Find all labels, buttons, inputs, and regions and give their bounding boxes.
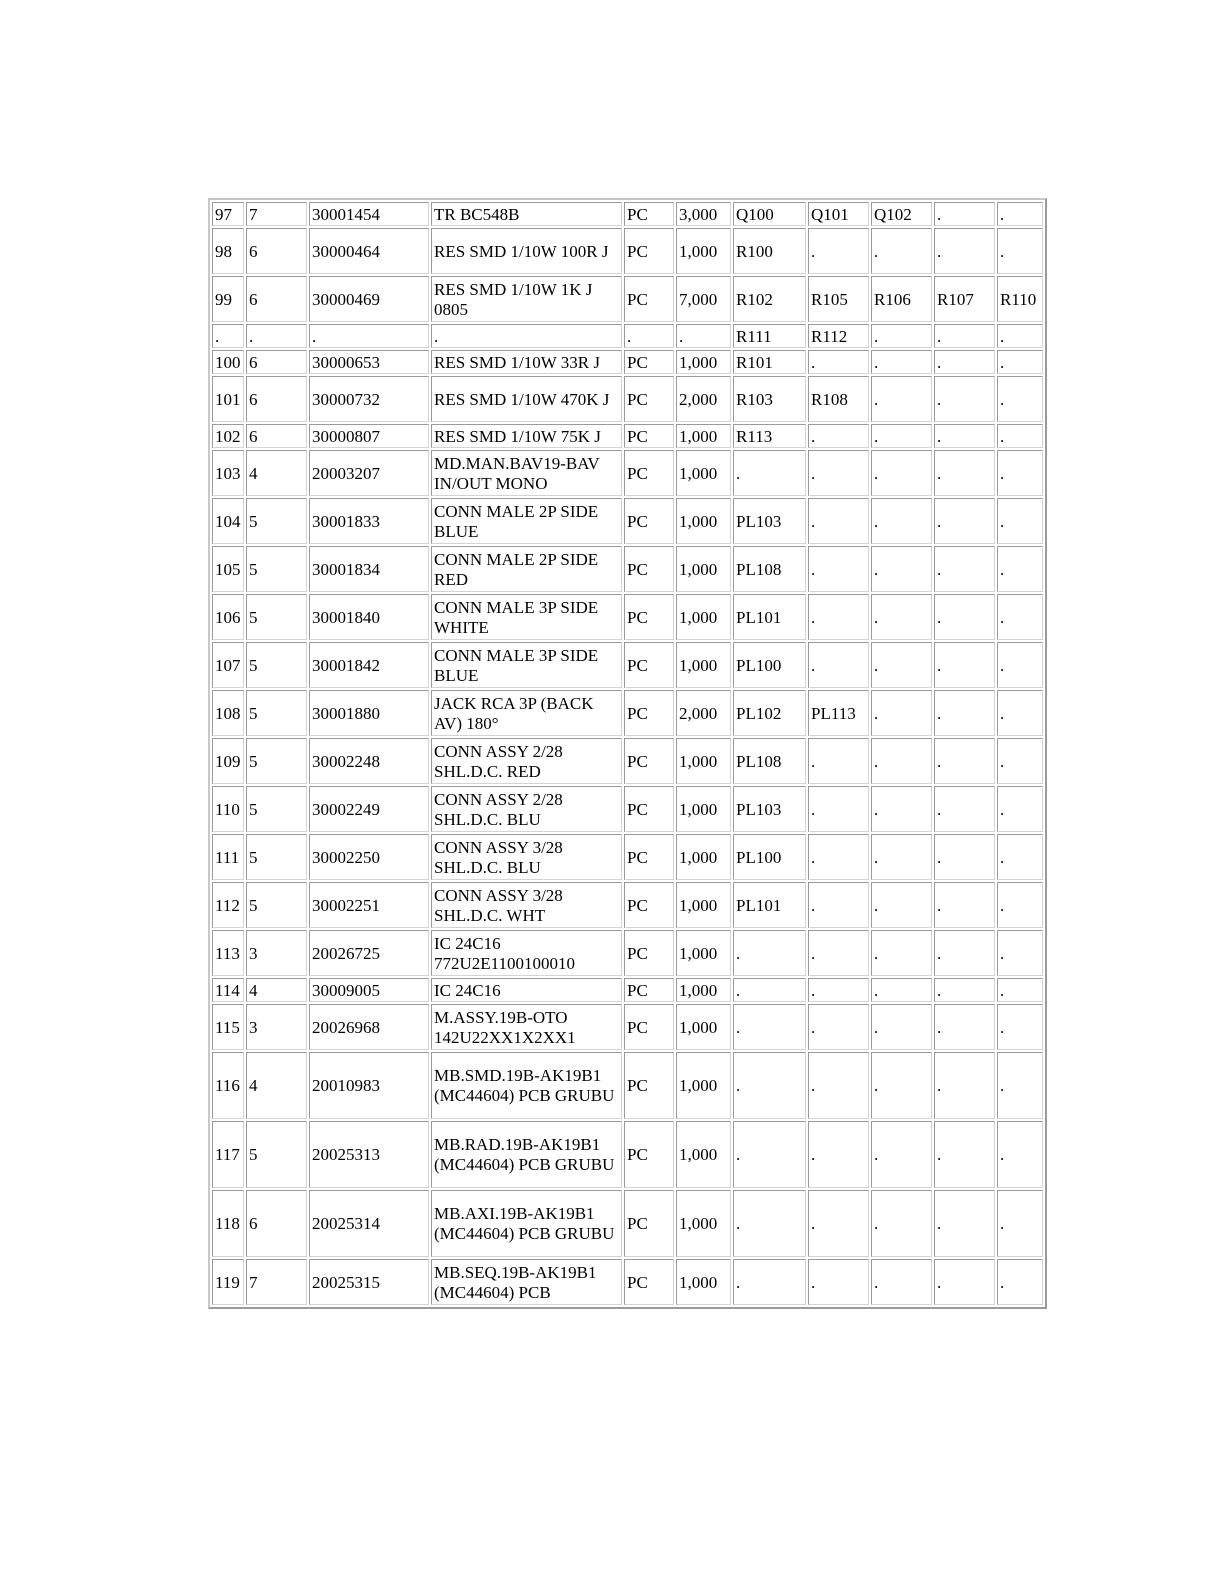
- reference-cell: .: [871, 546, 932, 592]
- table-row: [212, 1259, 1043, 1305]
- description-cell: M.ASSY.19B-OTO 142U22XX1X2XX1: [431, 1004, 622, 1050]
- reference-cell: PL101: [733, 594, 806, 640]
- reference-cell: .: [808, 594, 869, 640]
- reference-cell: .: [733, 930, 806, 976]
- reference-cell: PL100: [733, 834, 806, 880]
- reference-cell: R110: [997, 276, 1043, 322]
- reference-cell: .: [934, 978, 995, 1002]
- reference-cell: .: [733, 1259, 806, 1305]
- reference-cell: .: [997, 350, 1043, 374]
- description-cell: CONN ASSY 3/28 SHL.D.C. WHT: [431, 882, 622, 928]
- reference-cell: R105: [808, 276, 869, 322]
- reference-cell: .: [934, 498, 995, 544]
- table-row: [212, 424, 1043, 448]
- reference-cell: Q101: [808, 202, 869, 226]
- description-cell: RES SMD 1/10W 470K J: [431, 376, 622, 422]
- reference-cell: .: [997, 1121, 1043, 1188]
- quantity-cell: 1,000: [676, 1259, 731, 1305]
- item-no-cell: 107: [212, 642, 244, 688]
- table-row: [212, 350, 1043, 374]
- level-cell: 7: [246, 1259, 307, 1305]
- item-no-cell: 112: [212, 882, 244, 928]
- description-cell: TR BC548B: [431, 202, 622, 226]
- item-no-cell: 97: [212, 202, 244, 226]
- reference-cell: Q100: [733, 202, 806, 226]
- unit-cell: PC: [624, 1190, 674, 1257]
- reference-cell: .: [997, 690, 1043, 736]
- description-cell: RES SMD 1/10W 75K J: [431, 424, 622, 448]
- item-no-cell: 119: [212, 1259, 244, 1305]
- reference-cell: PL100: [733, 642, 806, 688]
- quantity-cell: 7,000: [676, 276, 731, 322]
- reference-cell: .: [934, 424, 995, 448]
- item-no-cell: 115: [212, 1004, 244, 1050]
- reference-cell: .: [808, 978, 869, 1002]
- reference-cell: .: [934, 882, 995, 928]
- description-cell: CONN MALE 3P SIDE WHITE: [431, 594, 622, 640]
- table-row: [212, 786, 1043, 832]
- table-row: [212, 594, 1043, 640]
- reference-cell: .: [997, 1190, 1043, 1257]
- unit-cell: PC: [624, 546, 674, 592]
- item-no-cell: 113: [212, 930, 244, 976]
- part-number-cell: 20026968: [309, 1004, 429, 1050]
- reference-cell: .: [997, 376, 1043, 422]
- part-number-cell: 30009005: [309, 978, 429, 1002]
- part-number-cell: 30001840: [309, 594, 429, 640]
- description-cell: CONN ASSY 3/28 SHL.D.C. BLU: [431, 834, 622, 880]
- quantity-cell: 1,000: [676, 1190, 731, 1257]
- reference-cell: .: [808, 930, 869, 976]
- reference-cell: PL103: [733, 786, 806, 832]
- level-cell: 5: [246, 882, 307, 928]
- reference-cell: R112: [808, 324, 869, 348]
- table-row: [212, 1121, 1043, 1188]
- reference-cell: .: [934, 350, 995, 374]
- reference-cell: .: [808, 1052, 869, 1119]
- part-number-cell: 20010983: [309, 1052, 429, 1119]
- quantity-cell: 1,000: [676, 882, 731, 928]
- level-cell: 4: [246, 978, 307, 1002]
- reference-cell: .: [934, 930, 995, 976]
- reference-cell: .: [871, 594, 932, 640]
- table-row: [212, 228, 1043, 274]
- quantity-cell: 1,000: [676, 546, 731, 592]
- reference-cell: .: [808, 882, 869, 928]
- unit-cell: PC: [624, 424, 674, 448]
- level-cell: 5: [246, 642, 307, 688]
- reference-cell: .: [934, 1004, 995, 1050]
- item-no-cell: 116: [212, 1052, 244, 1119]
- reference-cell: .: [934, 1052, 995, 1119]
- unit-cell: PC: [624, 202, 674, 226]
- reference-cell: .: [997, 1052, 1043, 1119]
- part-number-cell: 30002251: [309, 882, 429, 928]
- item-no-cell: 100: [212, 350, 244, 374]
- reference-cell: .: [934, 1190, 995, 1257]
- level-cell: 5: [246, 498, 307, 544]
- item-no-cell: 98: [212, 228, 244, 274]
- reference-cell: .: [871, 1121, 932, 1188]
- level-cell: 5: [246, 738, 307, 784]
- reference-cell: .: [997, 324, 1043, 348]
- description-cell: CONN MALE 2P SIDE RED: [431, 546, 622, 592]
- reference-cell: .: [733, 1121, 806, 1188]
- description-cell: CONN MALE 3P SIDE BLUE: [431, 642, 622, 688]
- reference-cell: .: [808, 424, 869, 448]
- reference-cell: .: [871, 450, 932, 496]
- reference-cell: .: [934, 1259, 995, 1305]
- description-cell: RES SMD 1/10W 100R J: [431, 228, 622, 274]
- table-row: [212, 738, 1043, 784]
- reference-cell: .: [871, 738, 932, 784]
- item-no-cell: 117: [212, 1121, 244, 1188]
- reference-cell: .: [934, 690, 995, 736]
- quantity-cell: 1,000: [676, 1121, 731, 1188]
- reference-cell: R107: [934, 276, 995, 322]
- reference-cell: .: [934, 1121, 995, 1188]
- quantity-cell: 1,000: [676, 228, 731, 274]
- reference-cell: .: [871, 690, 932, 736]
- reference-cell: .: [934, 594, 995, 640]
- level-cell: 5: [246, 546, 307, 592]
- unit-cell: PC: [624, 642, 674, 688]
- item-no-cell: 101: [212, 376, 244, 422]
- table-row: [212, 642, 1043, 688]
- part-number-cell: 30002250: [309, 834, 429, 880]
- part-number-cell: 30001833: [309, 498, 429, 544]
- quantity-cell: 3,000: [676, 202, 731, 226]
- table-row: [212, 978, 1043, 1002]
- quantity-cell: 1,000: [676, 498, 731, 544]
- quantity-cell: 2,000: [676, 376, 731, 422]
- part-number-cell: 30000732: [309, 376, 429, 422]
- quantity-cell: 1,000: [676, 738, 731, 784]
- part-number-cell: 30000464: [309, 228, 429, 274]
- reference-cell: .: [934, 324, 995, 348]
- part-number-cell: 30001880: [309, 690, 429, 736]
- level-cell: 6: [246, 1190, 307, 1257]
- item-no-cell: 99: [212, 276, 244, 322]
- unit-cell: PC: [624, 930, 674, 976]
- unit-cell: PC: [624, 978, 674, 1002]
- reference-cell: .: [808, 642, 869, 688]
- description-cell: CONN ASSY 2/28 SHL.D.C. BLU: [431, 786, 622, 832]
- unit-cell: PC: [624, 276, 674, 322]
- level-cell: 6: [246, 376, 307, 422]
- quantity-cell: 1,000: [676, 350, 731, 374]
- reference-cell: .: [871, 1259, 932, 1305]
- table-row: [212, 498, 1043, 544]
- reference-cell: .: [871, 786, 932, 832]
- part-number-cell: 30002249: [309, 786, 429, 832]
- item-no-cell: 109: [212, 738, 244, 784]
- reference-cell: PL108: [733, 738, 806, 784]
- part-number-cell: 30000807: [309, 424, 429, 448]
- reference-cell: .: [871, 324, 932, 348]
- unit-cell: PC: [624, 786, 674, 832]
- reference-cell: .: [808, 350, 869, 374]
- item-no-cell: 106: [212, 594, 244, 640]
- reference-cell: .: [997, 424, 1043, 448]
- level-cell: 5: [246, 834, 307, 880]
- reference-cell: .: [733, 1052, 806, 1119]
- unit-cell: PC: [624, 834, 674, 880]
- description-cell: CONN ASSY 2/28 SHL.D.C. RED: [431, 738, 622, 784]
- unit-cell: PC: [624, 594, 674, 640]
- quantity-cell: 1,000: [676, 424, 731, 448]
- level-cell: 7: [246, 202, 307, 226]
- reference-cell: .: [997, 594, 1043, 640]
- table-row: [212, 546, 1043, 592]
- quantity-cell: 1,000: [676, 450, 731, 496]
- reference-cell: .: [934, 228, 995, 274]
- item-no-cell: 111: [212, 834, 244, 880]
- description-cell: MB.SMD.19B-AK19B1 (MC44604) PCB GRUBU: [431, 1052, 622, 1119]
- unit-cell: PC: [624, 498, 674, 544]
- item-no-cell: 104: [212, 498, 244, 544]
- description-cell: MB.AXI.19B-AK19B1 (MC44604) PCB GRUBU: [431, 1190, 622, 1257]
- level-cell: 6: [246, 424, 307, 448]
- table-row: [212, 202, 1043, 226]
- bom-table: [208, 198, 1047, 1309]
- item-no-cell: .: [212, 324, 244, 348]
- reference-cell: .: [871, 350, 932, 374]
- reference-cell: .: [997, 1259, 1043, 1305]
- table-row: [212, 1052, 1043, 1119]
- level-cell: 5: [246, 594, 307, 640]
- table-row: [212, 930, 1043, 976]
- table-row: [212, 690, 1043, 736]
- reference-cell: .: [934, 786, 995, 832]
- reference-cell: .: [871, 498, 932, 544]
- reference-cell: .: [871, 1052, 932, 1119]
- quantity-cell: 1,000: [676, 930, 731, 976]
- reference-cell: .: [808, 450, 869, 496]
- reference-cell: .: [997, 228, 1043, 274]
- reference-cell: .: [997, 498, 1043, 544]
- reference-cell: .: [934, 450, 995, 496]
- reference-cell: .: [733, 450, 806, 496]
- table-row: [212, 834, 1043, 880]
- level-cell: 5: [246, 1121, 307, 1188]
- part-number-cell: 30001834: [309, 546, 429, 592]
- table-row: [212, 450, 1043, 496]
- level-cell: 6: [246, 276, 307, 322]
- reference-cell: .: [997, 834, 1043, 880]
- item-no-cell: 110: [212, 786, 244, 832]
- table-row: [212, 276, 1043, 322]
- reference-cell: .: [997, 450, 1043, 496]
- description-cell: IC 24C16 772U2E1100100010: [431, 930, 622, 976]
- quantity-cell: .: [676, 324, 731, 348]
- table-row: [212, 376, 1043, 422]
- reference-cell: .: [733, 1190, 806, 1257]
- part-number-cell: 30001454: [309, 202, 429, 226]
- reference-cell: .: [808, 786, 869, 832]
- reference-cell: .: [997, 738, 1043, 784]
- level-cell: 4: [246, 1052, 307, 1119]
- level-cell: .: [246, 324, 307, 348]
- description-cell: MB.RAD.19B-AK19B1 (MC44604) PCB GRUBU: [431, 1121, 622, 1188]
- description-cell: MB.SEQ.19B-AK19B1 (MC44604) PCB: [431, 1259, 622, 1305]
- description-cell: MD.MAN.BAV19-BAV IN/OUT MONO: [431, 450, 622, 496]
- description-cell: RES SMD 1/10W 1K J 0805: [431, 276, 622, 322]
- unit-cell: PC: [624, 1121, 674, 1188]
- part-number-cell: 20026725: [309, 930, 429, 976]
- reference-cell: R111: [733, 324, 806, 348]
- reference-cell: .: [808, 1259, 869, 1305]
- reference-cell: R106: [871, 276, 932, 322]
- reference-cell: .: [934, 202, 995, 226]
- reference-cell: PL108: [733, 546, 806, 592]
- unit-cell: PC: [624, 1259, 674, 1305]
- reference-cell: R102: [733, 276, 806, 322]
- part-number-cell: 20025314: [309, 1190, 429, 1257]
- part-number-cell: 30002248: [309, 738, 429, 784]
- level-cell: 5: [246, 786, 307, 832]
- reference-cell: PL102: [733, 690, 806, 736]
- reference-cell: .: [808, 834, 869, 880]
- unit-cell: PC: [624, 450, 674, 496]
- reference-cell: .: [808, 738, 869, 784]
- reference-cell: .: [997, 1004, 1043, 1050]
- reference-cell: .: [997, 642, 1043, 688]
- reference-cell: R100: [733, 228, 806, 274]
- reference-cell: .: [997, 978, 1043, 1002]
- level-cell: 6: [246, 228, 307, 274]
- quantity-cell: 1,000: [676, 978, 731, 1002]
- item-no-cell: 108: [212, 690, 244, 736]
- reference-cell: .: [871, 882, 932, 928]
- item-no-cell: 105: [212, 546, 244, 592]
- table-row: [212, 882, 1043, 928]
- reference-cell: .: [997, 930, 1043, 976]
- unit-cell: PC: [624, 376, 674, 422]
- item-no-cell: 102: [212, 424, 244, 448]
- reference-cell: .: [808, 498, 869, 544]
- reference-cell: PL101: [733, 882, 806, 928]
- reference-cell: .: [733, 978, 806, 1002]
- reference-cell: .: [871, 930, 932, 976]
- reference-cell: Q102: [871, 202, 932, 226]
- reference-cell: .: [934, 546, 995, 592]
- reference-cell: R101: [733, 350, 806, 374]
- reference-cell: .: [871, 376, 932, 422]
- reference-cell: .: [997, 786, 1043, 832]
- reference-cell: .: [934, 376, 995, 422]
- reference-cell: .: [997, 882, 1043, 928]
- reference-cell: .: [808, 1004, 869, 1050]
- part-number-cell: 20025315: [309, 1259, 429, 1305]
- reference-cell: .: [871, 834, 932, 880]
- unit-cell: PC: [624, 1052, 674, 1119]
- reference-cell: .: [871, 1190, 932, 1257]
- reference-cell: PL103: [733, 498, 806, 544]
- quantity-cell: 1,000: [676, 642, 731, 688]
- description-cell: IC 24C16: [431, 978, 622, 1002]
- reference-cell: .: [997, 546, 1043, 592]
- reference-cell: .: [808, 1121, 869, 1188]
- quantity-cell: 1,000: [676, 786, 731, 832]
- reference-cell: .: [997, 202, 1043, 226]
- reference-cell: .: [808, 546, 869, 592]
- reference-cell: R113: [733, 424, 806, 448]
- unit-cell: .: [624, 324, 674, 348]
- description-cell: .: [431, 324, 622, 348]
- item-no-cell: 118: [212, 1190, 244, 1257]
- part-number-cell: 30000653: [309, 350, 429, 374]
- reference-cell: .: [871, 228, 932, 274]
- reference-cell: .: [934, 834, 995, 880]
- table-row: [212, 324, 1043, 348]
- reference-cell: .: [871, 1004, 932, 1050]
- reference-cell: .: [808, 228, 869, 274]
- reference-cell: .: [733, 1004, 806, 1050]
- reference-cell: .: [871, 978, 932, 1002]
- part-number-cell: 30000469: [309, 276, 429, 322]
- unit-cell: PC: [624, 690, 674, 736]
- quantity-cell: 1,000: [676, 834, 731, 880]
- reference-cell: .: [871, 642, 932, 688]
- quantity-cell: 1,000: [676, 594, 731, 640]
- unit-cell: PC: [624, 738, 674, 784]
- part-number-cell: 20025313: [309, 1121, 429, 1188]
- level-cell: 3: [246, 930, 307, 976]
- level-cell: 5: [246, 690, 307, 736]
- description-cell: RES SMD 1/10W 33R J: [431, 350, 622, 374]
- part-number-cell: 30001842: [309, 642, 429, 688]
- reference-cell: R103: [733, 376, 806, 422]
- reference-cell: .: [934, 738, 995, 784]
- item-no-cell: 103: [212, 450, 244, 496]
- table-row: [212, 1190, 1043, 1257]
- reference-cell: .: [871, 424, 932, 448]
- unit-cell: PC: [624, 882, 674, 928]
- quantity-cell: 1,000: [676, 1052, 731, 1119]
- quantity-cell: 1,000: [676, 1004, 731, 1050]
- part-number-cell: .: [309, 324, 429, 348]
- reference-cell: R108: [808, 376, 869, 422]
- unit-cell: PC: [624, 1004, 674, 1050]
- unit-cell: PC: [624, 350, 674, 374]
- unit-cell: PC: [624, 228, 674, 274]
- part-number-cell: 20003207: [309, 450, 429, 496]
- level-cell: 4: [246, 450, 307, 496]
- item-no-cell: 114: [212, 978, 244, 1002]
- reference-cell: .: [808, 1190, 869, 1257]
- description-cell: JACK RCA 3P (BACK AV) 180°: [431, 690, 622, 736]
- level-cell: 6: [246, 350, 307, 374]
- level-cell: 3: [246, 1004, 307, 1050]
- table-row: [212, 1004, 1043, 1050]
- reference-cell: PL113: [808, 690, 869, 736]
- reference-cell: .: [934, 642, 995, 688]
- quantity-cell: 2,000: [676, 690, 731, 736]
- description-cell: CONN MALE 2P SIDE BLUE: [431, 498, 622, 544]
